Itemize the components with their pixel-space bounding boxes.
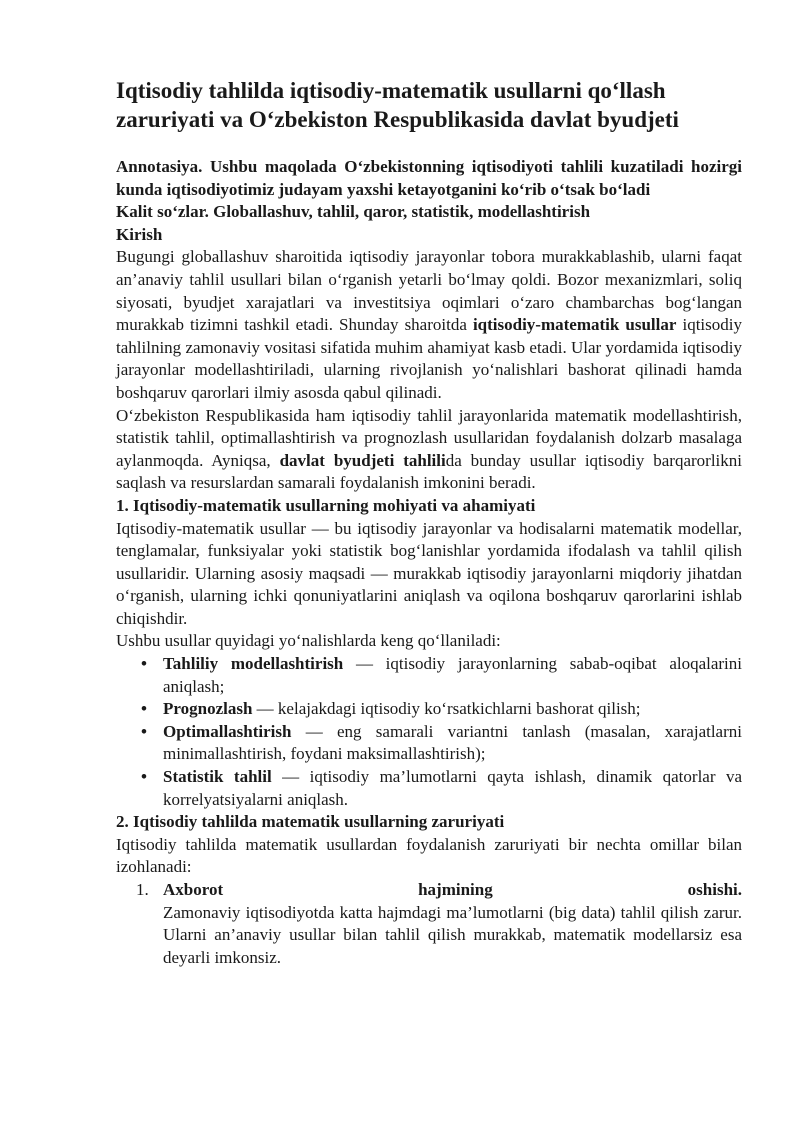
intro-p2-emphasis: davlat byudjeti tahlili (279, 450, 446, 470)
bullet-term: Prognozlash (163, 699, 253, 719)
intro-paragraph-1 (116, 246, 742, 404)
bullet-desc: — eng samarali variantni tanlash (masalan, xarajatlarni minimallashtirish, foydani maksimallashtirish); (163, 721, 742, 764)
intro-p1-text-b: iqtisodiy tahlilning zamonaviy vositasi sifatida muhim ahamiyat kasb etadi. Ular yordamida iqtisodiy jarayonlar modellashtiriladi, ularning rivojlanish yo‘nalishlari bashorat qilinadi hamda boshqaruv qarorlari ilmiy asosda qabul qilinadi. (116, 315, 742, 402)
intro-heading: Kirish (116, 224, 163, 244)
title-word-2: hajmining (418, 880, 493, 899)
bullet-item-optimization (116, 721, 742, 766)
bullet-term: Tahliliy modellashtirish (163, 654, 344, 674)
numbered-item-title (163, 879, 742, 902)
intro-p2-text-b: da bunday usullar iqtisodiy barqarorlikni saqlash va resurslardan samarali foydalanish imkonini beradi. (116, 450, 742, 493)
bullet-term: Optimallashtirish (163, 721, 292, 741)
bullet-desc: — iqtisodiy ma’lumotlarni qayta ishlash, dinamik qatorlar va korrelyatsiyalarni aniqlash. (163, 767, 742, 809)
numbered-item-text: Zamonaviy iqtisodiyotda katta hajmdagi ma’lumotlarni (big data) tahlil qilish zarur. Ularni an’anaviy usullar bilan tahlil qilish murakkab, matematik modellarsiz esa deyarli imkonsiz. (163, 902, 742, 967)
bullet-item-statistics (116, 766, 742, 811)
bullet-icon: • (141, 721, 147, 741)
bullet-term: Statistik tahlil (163, 767, 272, 787)
title-word-1: Axborot (163, 880, 224, 899)
intro-p2-text-a: O‘zbekiston Respublikasida ham iqtisodiy tahlil jarayonlarida matematik modellashtirish, statistik tahlil, optimallashtirish va prognozlash usullaridan foydalanish dolzarb masalaga aylanmoqda. Ayniqsa, (116, 405, 742, 470)
item-number: 1. (136, 880, 149, 899)
section-1-bullet-list (116, 653, 742, 811)
paper-title-line-2: zaruriyati va O‘zbekiston Respublikasida davlat byudjeti (116, 107, 679, 132)
annotation: Annotasiya. Ushbu maqolada O‘zbekistonning iqtisodiyoti tahlili kuzatiladi hozirgi kunda iqtisodiyotimiz judayam yaxshi ketayotganini ko‘rib o‘tsak bo‘ladi (116, 157, 742, 199)
section-2-paragraph-1: Iqtisodiy tahlilda matematik usullardan foydalanish zaruriyati bir nechta omillar bilan izohlanadi: (116, 834, 742, 877)
bullet-icon: • (141, 699, 147, 719)
intro-paragraph-2 (116, 405, 742, 495)
title-word-3: oshishi. (687, 880, 742, 899)
bullet-item-modeling (116, 653, 742, 698)
bullet-item-forecasting (116, 698, 742, 721)
intro-p1-text-a: Bugungi globallashuv sharoitida iqtisodiy jarayonlar tobora murakkablashib, ularni faqat an’anaviy tahlil usullari bilan o‘rganish yetarli bo‘lmay qoldi. Bozor mexanizmlari, soliq siyosati, byudjet xarajatlari va investitsiya oqimlari o‘zaro chambarchas bog‘langan murakkab tizimni tashkil etadi. Shunday sharoitda (116, 247, 742, 335)
section-2-heading: 2. Iqtisodiy tahlilda matematik usullarning zaruriyati (116, 812, 505, 832)
numbered-item-1 (116, 879, 742, 969)
keywords: Kalit so‘zlar. Globallashuv, tahlil, qaror, statistik, modellashtirish (116, 202, 591, 222)
paper-title-line-1: Iqtisodiy tahlilda iqtisodiy-matematik usullarni qo‘llash (116, 78, 666, 103)
bullet-desc: — iqtisodiy jarayonlarning sabab-oqibat aloqalarini aniqlash; (163, 654, 743, 696)
bullet-desc: — kelajakdagi iqtisodiy ko‘rsatkichlarni bashorat qilish; (252, 699, 641, 719)
bullet-icon: • (141, 767, 147, 787)
document-page (116, 76, 742, 969)
section-1-paragraph-2: Ushbu usullar quyidagi yo‘nalishlarda keng qo‘llaniladi: (116, 631, 501, 651)
intro-p1-emphasis: iqtisodiy-matematik usullar (472, 315, 677, 335)
paper-title (116, 76, 742, 134)
section-1-paragraph-1: Iqtisodiy-matematik usullar — bu iqtisodiy jarayonlar va hodisalarni matematik modellar, tenglamalar, funksiyalar yoki statistik bog‘lanishlar yordamida ifodalash va tahlil qilish usullaridir. Ularning asosiy maqsadi — murakkab iqtisodiy jarayonlarni miqdoriy jihatdan o‘rganish, ularning ichki qonuniyatlarini aniqlash va oqilona boshqaruv qarorlarini ishlab chiqishdir. (116, 518, 742, 628)
section-1-heading: 1. Iqtisodiy-matematik usullarning mohiyati va ahamiyati (116, 495, 536, 515)
bullet-icon: • (141, 654, 147, 674)
section-2-numbered-list (116, 879, 742, 969)
